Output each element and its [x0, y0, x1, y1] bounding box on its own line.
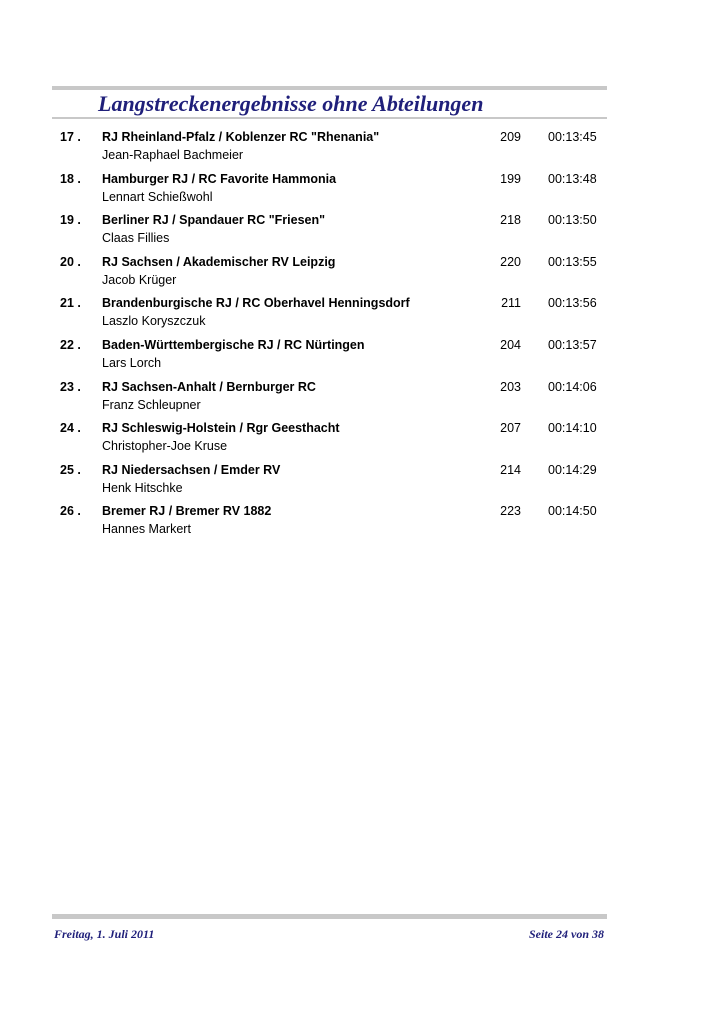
result-rower: Laszlo Koryszczuk	[102, 314, 206, 329]
result-points: 223	[500, 504, 521, 519]
result-time: 00:13:56	[548, 296, 597, 311]
result-row	[0, 504, 728, 544]
result-row	[0, 421, 728, 461]
result-time: 00:13:48	[548, 171, 597, 186]
result-rank: 21 .	[60, 296, 81, 311]
result-rower: Henk Hitschke	[102, 480, 183, 495]
result-rank: 17 .	[60, 130, 81, 144]
footer-page-number: Seite 24 von 38	[529, 927, 604, 941]
result-rank: 19 .	[60, 213, 81, 228]
result-points: 209	[500, 130, 521, 144]
result-rank: 18 .	[60, 171, 81, 186]
result-rank: 26 .	[60, 504, 81, 519]
result-rank: 22 .	[60, 338, 81, 352]
result-rower: Jean-Raphael Bachmeier	[102, 148, 244, 162]
result-rank: 23 .	[60, 379, 81, 394]
result-rank: 25 .	[60, 462, 81, 477]
result-rower: Jacob Krüger	[102, 272, 177, 287]
result-time: 00:13:50	[548, 213, 597, 228]
result-club: RJ Sachsen / Akademischer RV Leipzig	[102, 254, 336, 269]
result-row	[0, 172, 728, 212]
result-time: 00:14:29	[548, 462, 597, 477]
result-club: RJ Schleswig-Holstein / Rgr Geesthacht	[102, 421, 340, 436]
result-club: Brandenburgische RJ / RC Oberhavel Henningsdorf	[102, 296, 410, 311]
result-points: 199	[500, 171, 521, 186]
result-rower: Lennart Schießwohl	[102, 189, 213, 204]
result-rank: 24 .	[60, 421, 81, 436]
header-bottom-rule	[52, 117, 607, 119]
result-rower: Lars Lorch	[102, 356, 162, 370]
result-club: Baden-Württembergische RJ / RC Nürtingen	[102, 338, 365, 352]
result-row	[0, 130, 728, 170]
page-title: Langstreckenergebnisse ohne Abteilungen	[98, 91, 484, 116]
result-rower: Claas Fillies	[102, 231, 170, 246]
result-club: Berliner RJ / Spandauer RC "Friesen"	[102, 213, 326, 228]
result-row	[0, 213, 728, 253]
result-club: RJ Niedersachsen / Emder RV	[102, 462, 281, 477]
result-row	[0, 338, 728, 378]
result-points: 214	[500, 462, 521, 477]
result-rower: Hannes Markert	[102, 522, 191, 537]
result-club: Bremer RJ / Bremer RV 1882	[102, 504, 272, 519]
result-time: 00:14:06	[548, 379, 597, 394]
result-points: 204	[500, 338, 521, 352]
result-club: RJ Rheinland-Pfalz / Koblenzer RC "Rhenania"	[102, 130, 380, 144]
result-row	[0, 463, 728, 503]
result-time: 00:13:45	[548, 130, 597, 144]
footer-date: Freitag, 1. Juli 2011	[54, 927, 155, 941]
result-time: 00:13:57	[548, 338, 597, 352]
result-rower: Franz Schleupner	[102, 397, 201, 412]
result-points: 220	[500, 254, 521, 269]
result-points: 211	[501, 296, 521, 311]
result-club: RJ Sachsen-Anhalt / Bernburger RC	[102, 379, 316, 394]
result-rower: Christopher-Joe Kruse	[102, 439, 228, 454]
result-time: 00:14:10	[548, 421, 597, 436]
result-time: 00:13:55	[548, 254, 597, 269]
result-points: 207	[500, 421, 521, 436]
result-time: 00:14:50	[548, 504, 597, 519]
result-rank: 20 .	[60, 254, 81, 269]
result-row	[0, 380, 728, 420]
result-points: 203	[500, 379, 521, 394]
result-points: 218	[500, 213, 521, 228]
footer-rule	[52, 914, 607, 919]
result-row	[0, 296, 728, 336]
result-club: Hamburger RJ / RC Favorite Hammonia	[102, 171, 337, 186]
result-row	[0, 255, 728, 295]
